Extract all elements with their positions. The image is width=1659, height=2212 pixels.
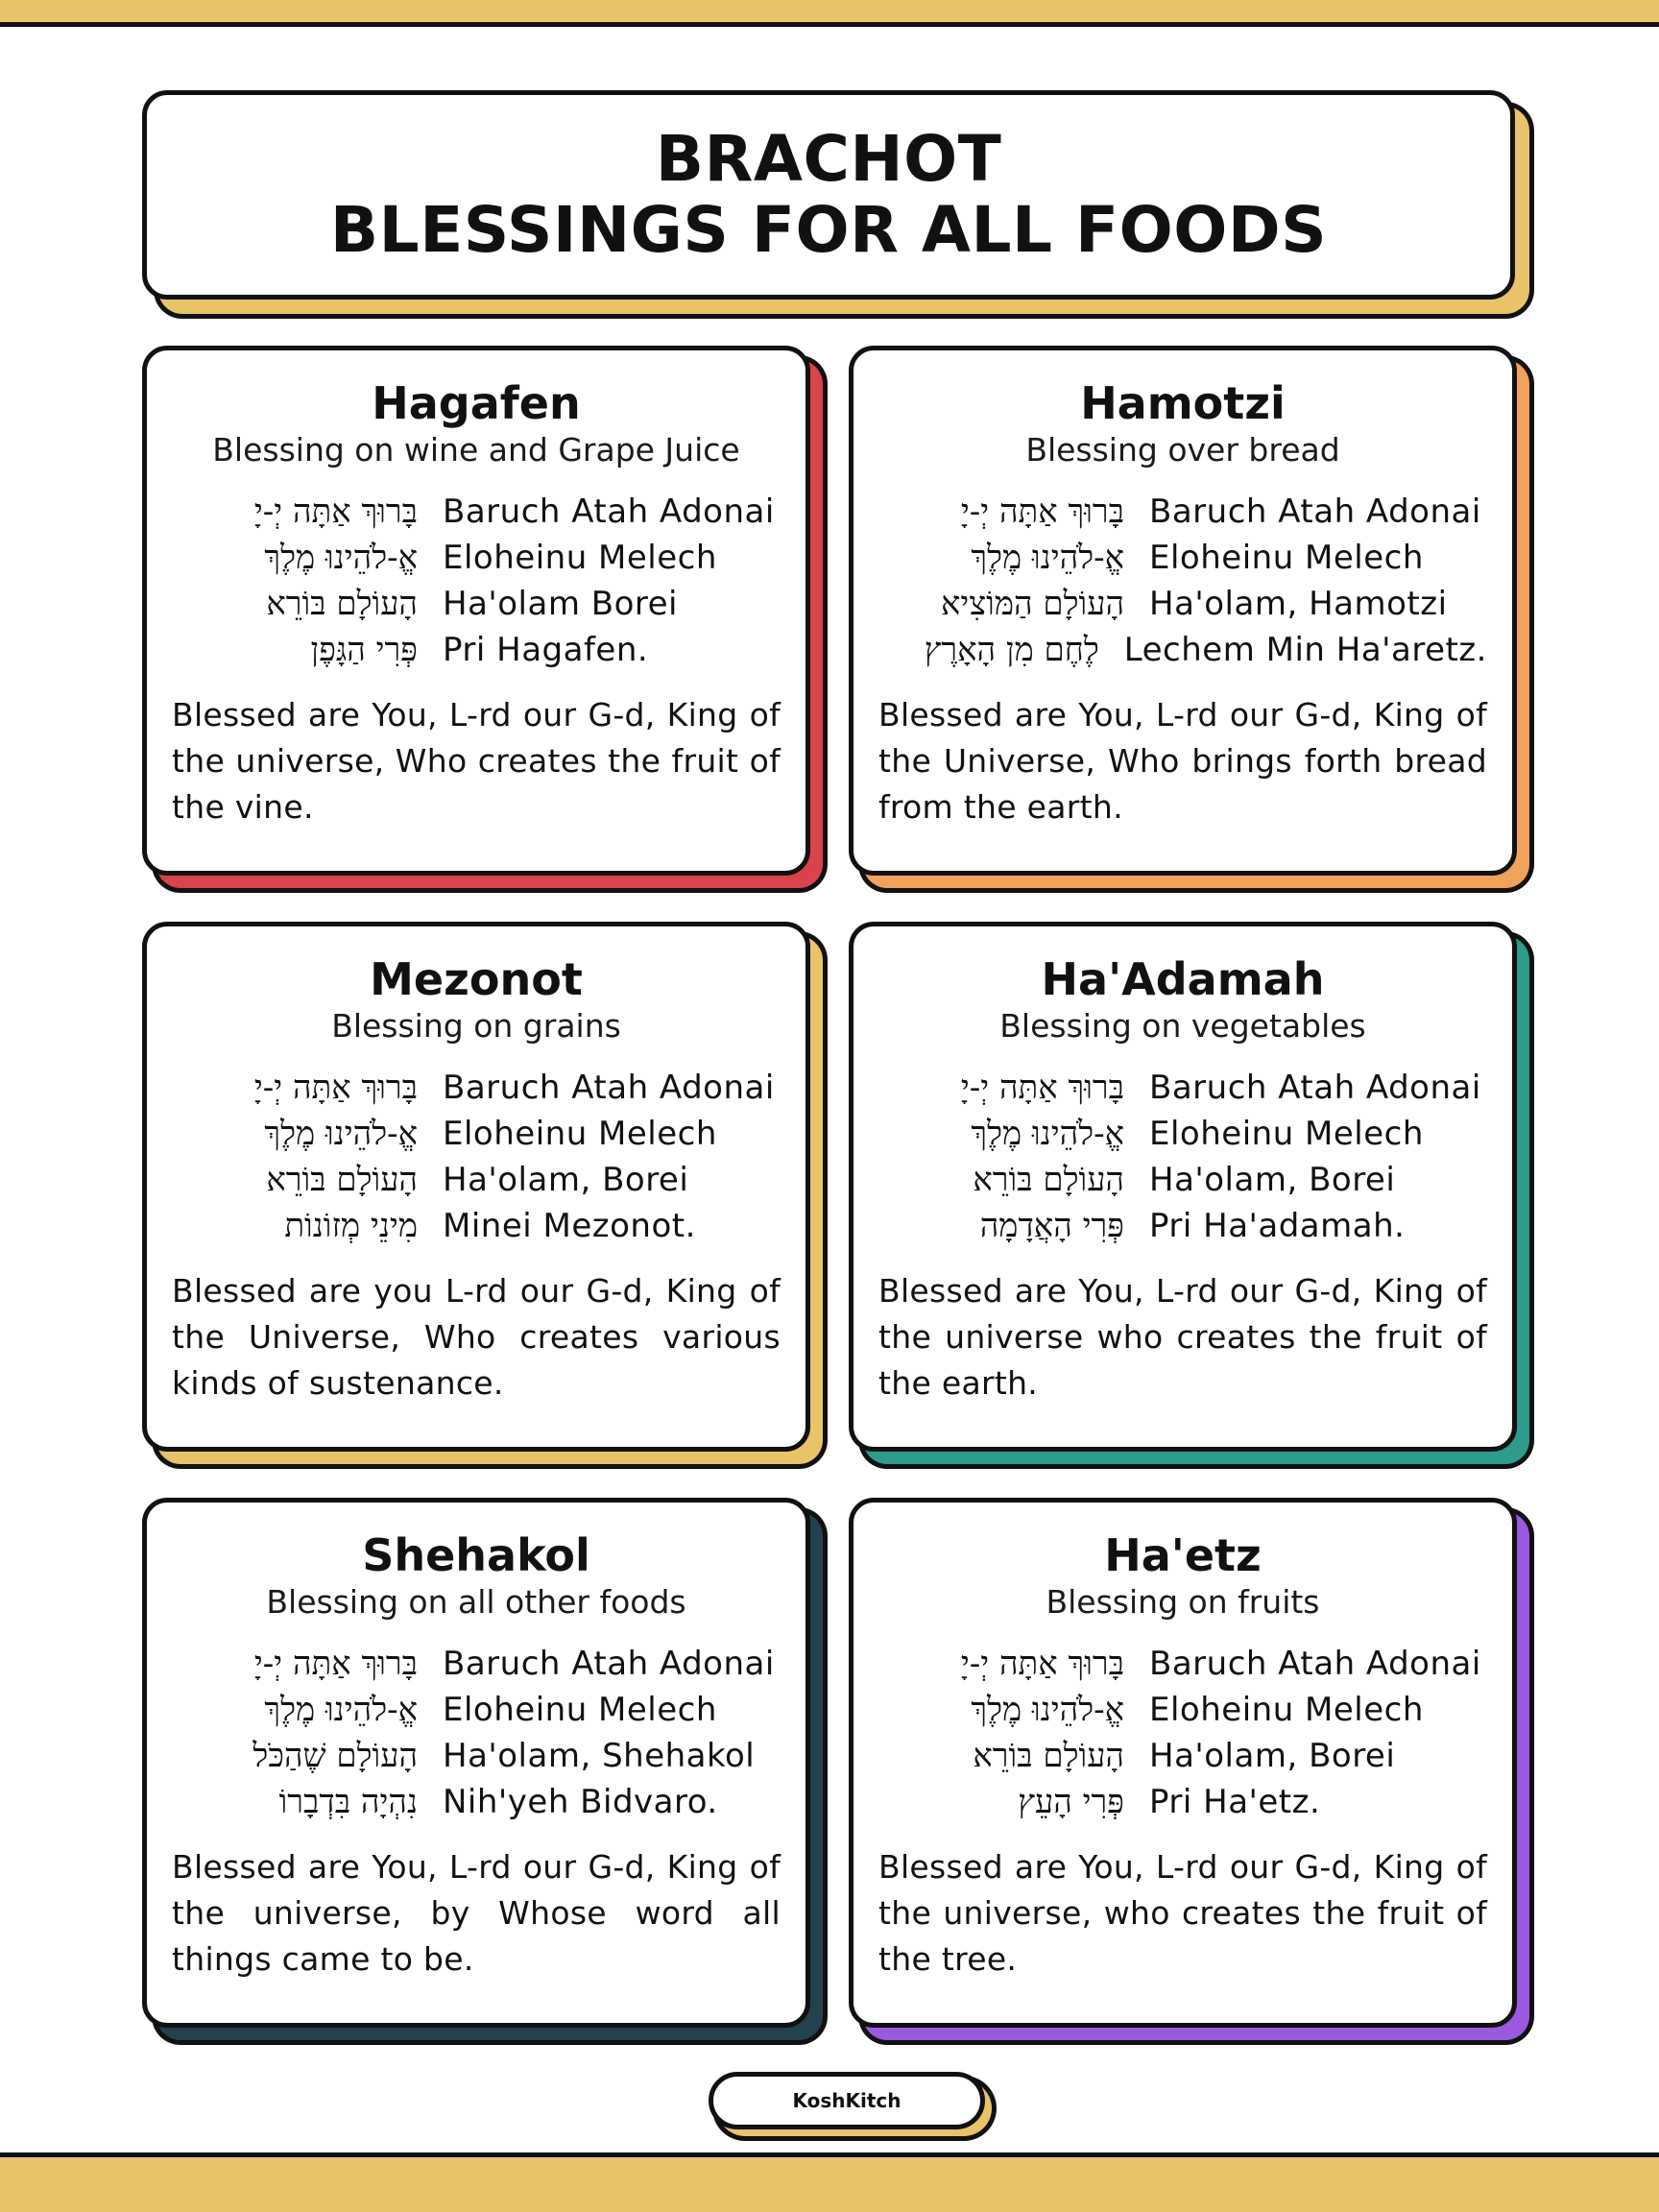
transliteration: Pri Ha'adamah. <box>1149 1207 1406 1245</box>
blessing-card-haetz <box>849 1498 1517 2028</box>
blessing-card-shehakol <box>142 1498 810 2028</box>
transliteration: Baruch Atah Adonai <box>443 1069 775 1107</box>
hebrew-text: הָעוֹלָם בּוֹרֵא <box>973 1737 1124 1775</box>
transliteration: Pri Hagafen. <box>443 631 649 669</box>
transliteration: Eloheinu Melech <box>1149 1115 1424 1153</box>
hebrew-text: בָּרוּךְ אַתָּה יְ-יָ <box>253 493 418 531</box>
hebrew-text: הָעוֹלָם בּוֹרֵא <box>266 585 418 623</box>
transliteration: Eloheinu Melech <box>443 539 717 577</box>
transliteration: Eloheinu Melech <box>1149 539 1424 577</box>
hebrew-text: אֱ-לֹהֵינוּ מֶלֶךְ <box>971 1691 1124 1729</box>
blessing-lines <box>878 1641 1487 1825</box>
transliteration: Ha'olam, Borei <box>443 1161 689 1199</box>
transliteration: Ha'olam, Borei <box>1149 1737 1396 1775</box>
blessing-line <box>172 1641 781 1687</box>
blessing-line <box>172 1733 781 1779</box>
hebrew-text: פְּרִי הַגָּפֶן <box>310 631 418 669</box>
blessing-line <box>172 1779 781 1825</box>
blessing-line <box>172 581 781 627</box>
blessing-line <box>172 1687 781 1733</box>
transliteration: Eloheinu Melech <box>1149 1691 1424 1729</box>
transliteration: Lechem Min Ha'aretz. <box>1123 631 1487 669</box>
blessing-line <box>878 627 1487 673</box>
blessing-card-hagafen <box>142 346 810 876</box>
english-translation: Blessed are You, L-rd our G-d, King of the Universe, Who brings forth bread from the earth. <box>878 696 1487 826</box>
bottom-band <box>0 2152 1659 2212</box>
transliteration: Pri Ha'etz. <box>1149 1783 1321 1821</box>
hebrew-text: הָעוֹלָם בּוֹרֵא <box>973 1161 1124 1199</box>
hebrew-text: מִינֵי מְזוֹנוֹת <box>284 1207 418 1245</box>
transliteration: Ha'olam, Hamotzi <box>1149 585 1448 623</box>
blessing-line <box>878 1111 1487 1157</box>
blessing-card-hamotzi <box>849 346 1517 876</box>
hebrew-text: נִהְיָה בִּדְבָרוֹ <box>278 1783 418 1821</box>
blessing-line <box>878 581 1487 627</box>
blessing-line <box>878 1065 1487 1111</box>
blessing-card-mezonot <box>142 922 810 1452</box>
blessing-name: Shehakol <box>362 1529 590 1581</box>
blessing-name: Hamotzi <box>1080 377 1286 429</box>
title-card <box>142 90 1515 300</box>
transliteration: Minei Mezonot. <box>443 1207 696 1245</box>
transliteration: Ha'olam, Shehakol <box>443 1737 756 1775</box>
transliteration: Eloheinu Melech <box>443 1691 717 1729</box>
hebrew-text: בָּרוּךְ אַתָּה יְ-יָ <box>960 1069 1124 1107</box>
hebrew-text: בָּרוּךְ אַתָּה יְ-יָ <box>253 1645 418 1683</box>
hebrew-text: אֱ-לֹהֵינוּ מֶלֶךְ <box>971 1115 1124 1153</box>
transliteration: Baruch Atah Adonai <box>1149 1069 1481 1107</box>
hebrew-text: בָּרוּךְ אַתָּה יְ-יָ <box>960 493 1124 531</box>
transliteration: Ha'olam Borei <box>443 585 678 623</box>
blessing-name: Ha'etz <box>1104 1529 1262 1581</box>
hebrew-text: לֶחֶם מִן הָאָרֶץ <box>924 631 1099 669</box>
blessing-line <box>878 1733 1487 1779</box>
page-title: BRACHOT <box>655 122 1002 196</box>
hebrew-text: הָעוֹלָם שֶׁהַכֹּל <box>252 1737 418 1775</box>
blessing-line <box>878 535 1487 581</box>
blessing-line <box>172 1157 781 1203</box>
brand-badge: KoshKitch <box>709 2072 985 2129</box>
transliteration: Baruch Atah Adonai <box>1149 1645 1481 1683</box>
blessing-lines <box>878 1065 1487 1249</box>
transliteration: Baruch Atah Adonai <box>1149 493 1481 531</box>
blessing-subtitle: Blessing over bread <box>1025 431 1340 469</box>
hebrew-text: אֱ-לֹהֵינוּ מֶלֶךְ <box>264 1115 418 1153</box>
hebrew-text: פְּרִי הָעֵץ <box>1018 1783 1124 1821</box>
blessing-card-haadamah <box>849 922 1517 1452</box>
blessing-name: Mezonot <box>370 953 583 1005</box>
hebrew-text: פְּרִי הָאֲדָמָה <box>979 1207 1124 1245</box>
blessing-lines <box>878 489 1487 673</box>
hebrew-text: בָּרוּךְ אַתָּה יְ-יָ <box>960 1645 1124 1683</box>
english-translation: Blessed are you L-rd our G-d, King of the Universe, Who creates various kinds of sustenance. <box>172 1272 781 1402</box>
blessing-line <box>878 1641 1487 1687</box>
blessing-line <box>878 1687 1487 1733</box>
blessing-line <box>878 1779 1487 1825</box>
blessing-lines <box>172 489 781 673</box>
top-band <box>0 0 1659 27</box>
blessing-subtitle: Blessing on fruits <box>1046 1583 1320 1621</box>
blessing-lines <box>172 1641 781 1825</box>
blessing-line <box>172 627 781 673</box>
blessing-subtitle: Blessing on vegetables <box>999 1007 1366 1045</box>
hebrew-text: אֱ-לֹהֵינוּ מֶלֶךְ <box>264 539 418 577</box>
blessing-line <box>172 535 781 581</box>
blessing-lines <box>172 1065 781 1249</box>
blessing-line <box>172 489 781 535</box>
transliteration: Eloheinu Melech <box>443 1115 717 1153</box>
blessing-line <box>172 1111 781 1157</box>
english-translation: Blessed are You, L-rd our G-d, King of the universe who creates the fruit of the earth. <box>878 1272 1487 1402</box>
transliteration: Baruch Atah Adonai <box>443 493 775 531</box>
hebrew-text: אֱ-לֹהֵינוּ מֶלֶךְ <box>971 539 1124 577</box>
hebrew-text: הָעוֹלָם הַמּוֹצִיא <box>941 585 1124 623</box>
hebrew-text: בָּרוּךְ אַתָּה יְ-יָ <box>253 1069 418 1107</box>
transliteration: Nih'yeh Bidvaro. <box>443 1783 718 1821</box>
hebrew-text: הָעוֹלָם בּוֹרֵא <box>266 1161 418 1199</box>
english-translation: Blessed are You, L-rd our G-d, King of the universe, by Whose word all things came to be. <box>172 1848 781 1978</box>
page-subtitle: BLESSINGS FOR ALL FOODS <box>329 193 1328 267</box>
blessing-name: Hagafen <box>372 377 581 429</box>
blessing-subtitle: Blessing on wine and Grape Juice <box>212 431 740 469</box>
blessing-line <box>172 1065 781 1111</box>
blessing-line <box>878 489 1487 535</box>
english-translation: Blessed are You, L-rd our G-d, King of the universe, who creates the fruit of the tree. <box>878 1848 1487 1978</box>
transliteration: Baruch Atah Adonai <box>443 1645 775 1683</box>
blessing-subtitle: Blessing on all other foods <box>266 1583 686 1621</box>
blessing-line <box>172 1203 781 1249</box>
hebrew-text: אֱ-לֹהֵינוּ מֶלֶךְ <box>264 1691 418 1729</box>
blessing-subtitle: Blessing on grains <box>331 1007 621 1045</box>
blessing-line <box>878 1157 1487 1203</box>
blessing-name: Ha'Adamah <box>1041 953 1325 1005</box>
blessing-line <box>878 1203 1487 1249</box>
transliteration: Ha'olam, Borei <box>1149 1161 1396 1199</box>
english-translation: Blessed are You, L-rd our G-d, King of the universe, Who creates the fruit of the vine. <box>172 696 781 826</box>
